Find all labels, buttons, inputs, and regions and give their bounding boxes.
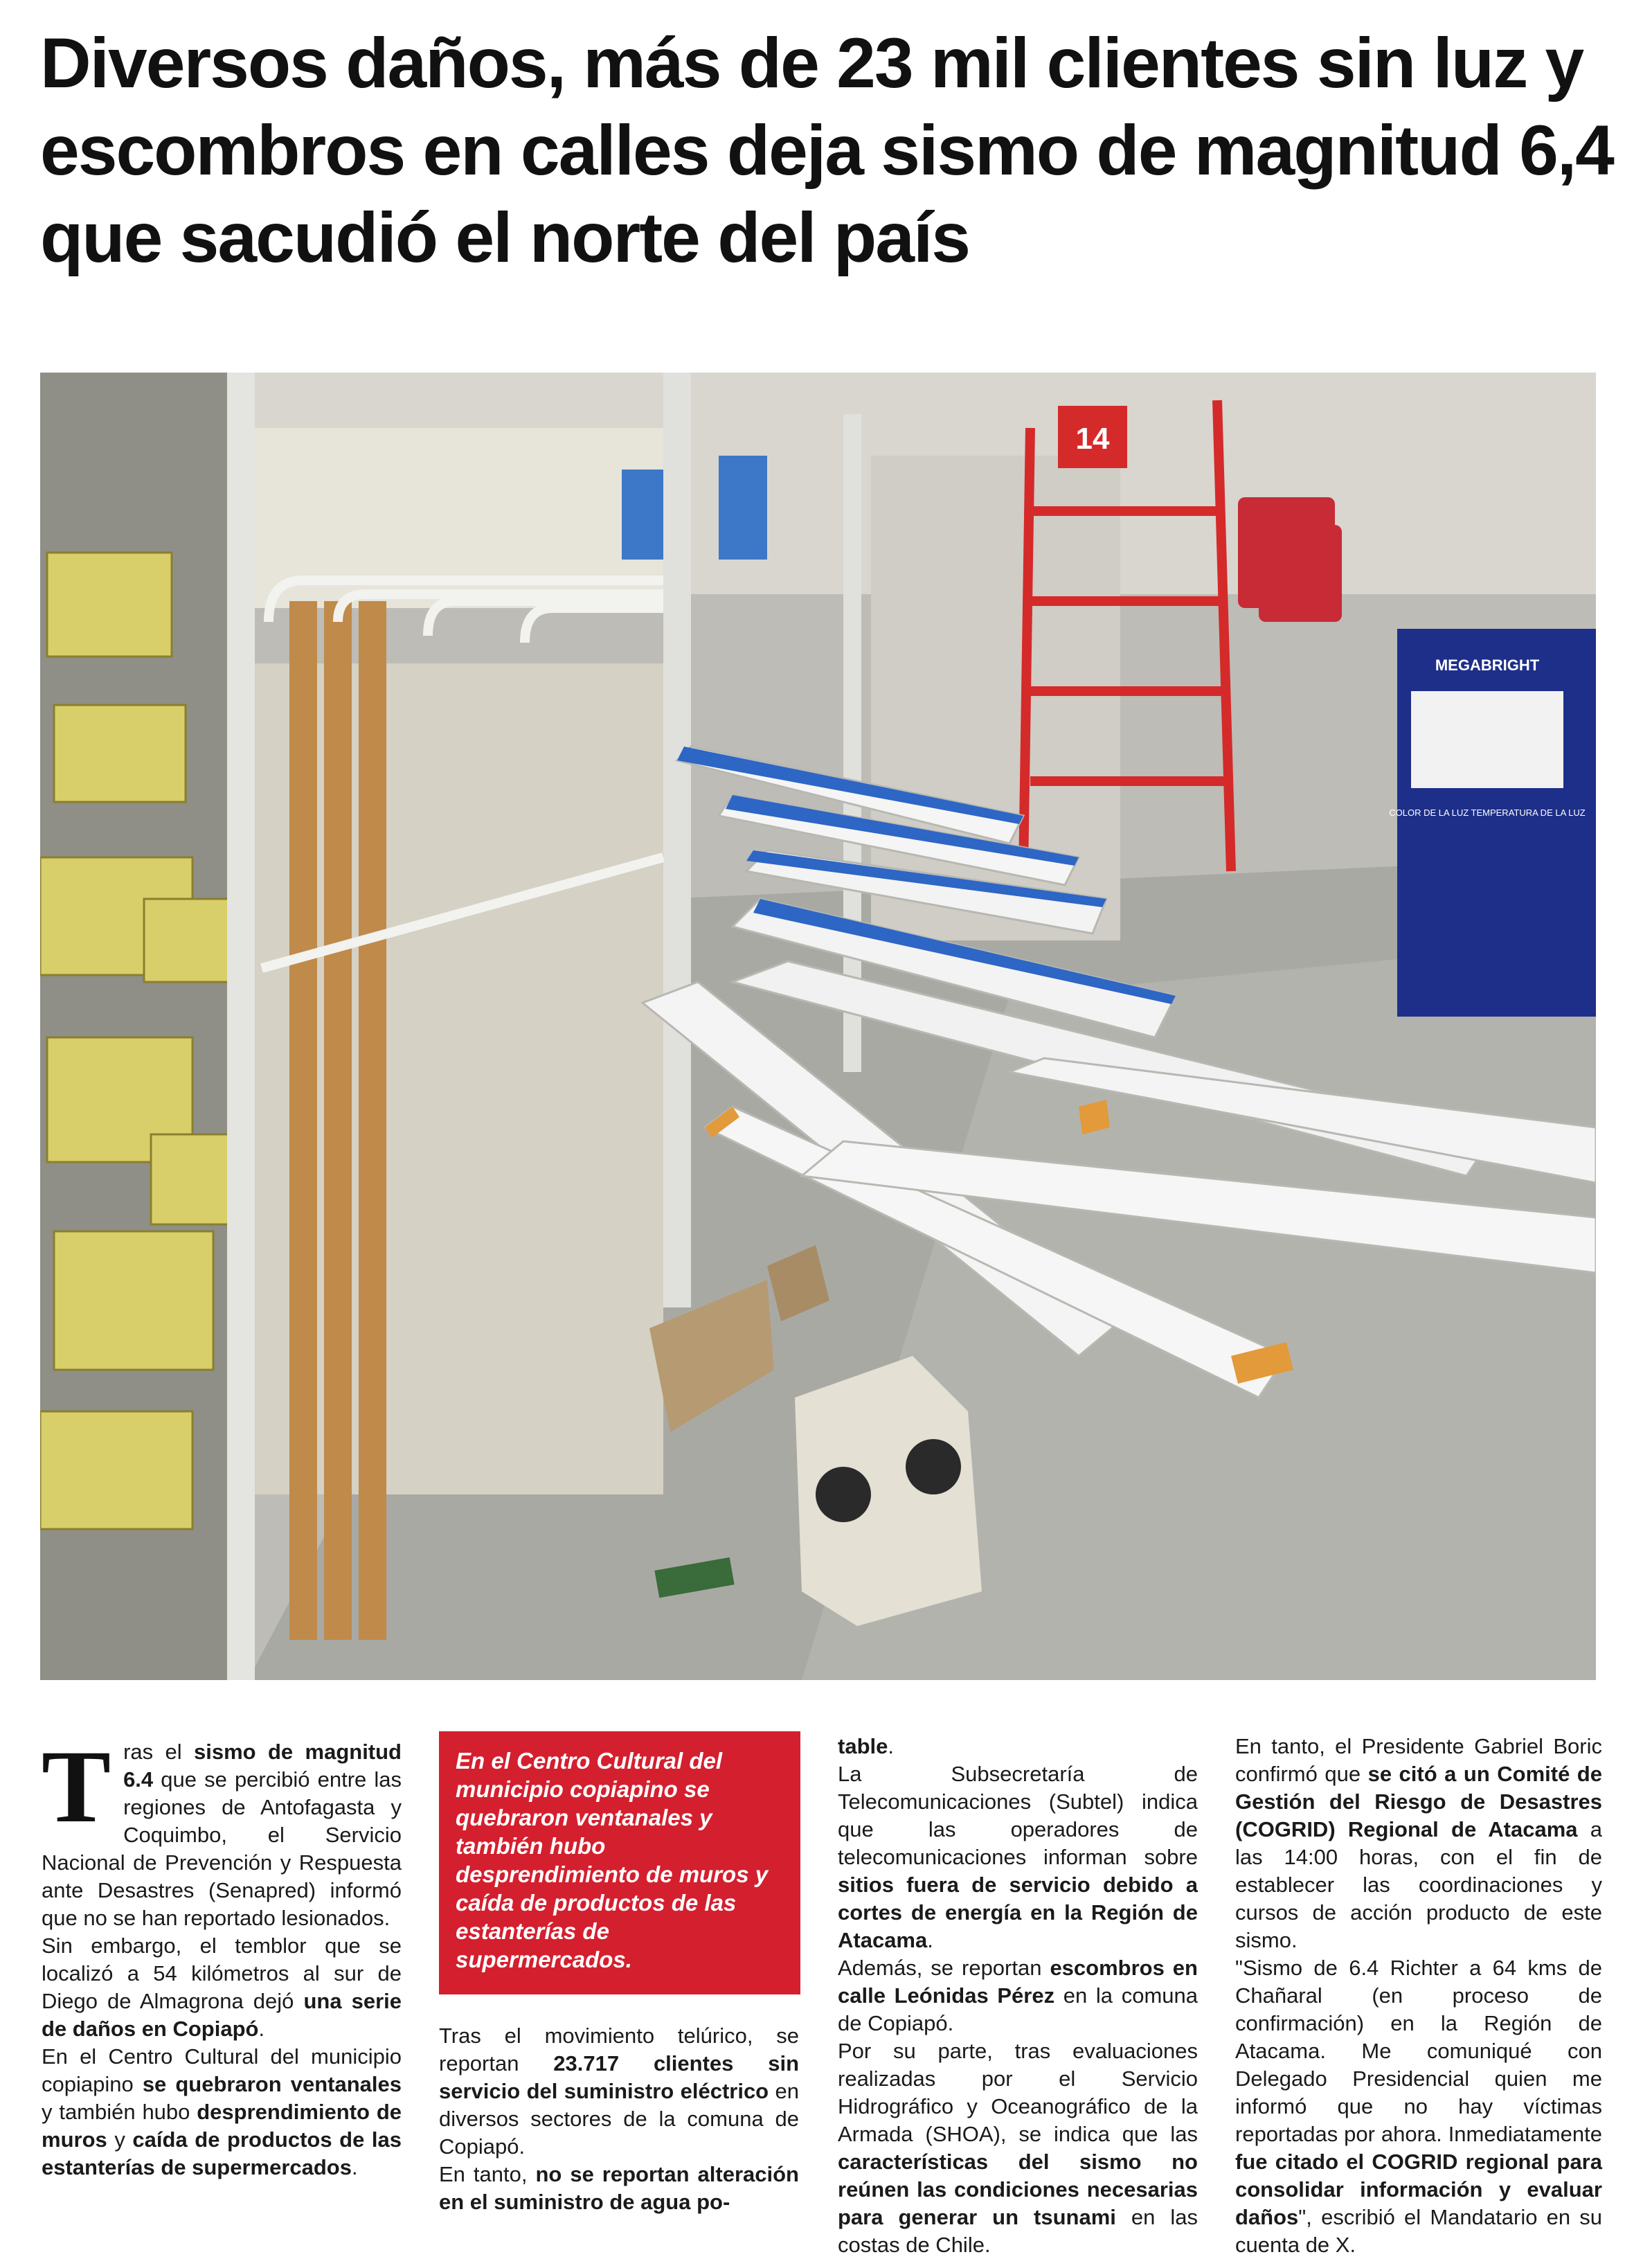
paragraph — [42, 1932, 402, 2043]
text-run: que se percibió entre las regiones de Antofagasta y Coquimbo, el Servicio Nacional de Prevención y Respuesta ante Desastres (Senapred) informó que no se han reportado lesionados. — [42, 1767, 402, 1930]
text-run: Tras el movimiento telúrico, se reportan — [439, 2024, 799, 2075]
text-run: En tanto, el Presidente Gabriel Boric confirmó que — [1235, 1734, 1602, 1786]
text-run: Además, se reportan — [838, 1956, 1050, 1980]
text-run: ras el — [123, 1740, 194, 1764]
text-run: En tanto, — [439, 2162, 536, 2186]
text-run: "Sismo de 6.4 Richter a 64 kms de Chañaral (en proceso de confirmación) en la Región de Atacama. Me comuniqué con Delegado Presidencial quien me informó que no hay víctimas reportadas por ahora. Inmediatamente — [1235, 1956, 1602, 2146]
pull-quote-box — [439, 1731, 800, 1994]
paragraph — [1235, 1954, 1602, 2259]
bold-run: una serie de daños en Copiapó — [42, 1989, 402, 2041]
paragraph — [838, 2037, 1198, 2259]
text-run: en las costas de Chile. — [838, 2205, 1198, 2257]
article-column-2 — [439, 2022, 799, 2216]
display-brand: MEGABRIGHT — [1435, 657, 1540, 674]
paragraph — [439, 2022, 799, 2161]
text-run: . — [927, 1928, 933, 1952]
bold-run: se citó a un Comité de Gestión del Riesgo de Desastres (COGRID) Regional de Atacama — [1235, 1762, 1602, 1841]
article-column-4 — [1235, 1733, 1602, 2259]
drop-cap: T — [42, 1729, 111, 1844]
display-caption: COLOR DE LA LUZ TEMPERATURA DE LA LUZ — [1389, 807, 1586, 818]
bold-run: escombros en calle Leónidas Pérez — [838, 1956, 1198, 2008]
bold-run: table — [838, 1734, 888, 1758]
bold-run: sitios fuera de servicio debido a cortes de energía en la Región de Atacama — [838, 1873, 1198, 1952]
text-run: a las 14:00 horas, con el fin de establecer las coordinaciones y cursos de acción producto de este sismo. — [1235, 1817, 1602, 1952]
store-aisle-damage-illustration — [40, 373, 1596, 1680]
bold-run: caída de productos de las estanterías de supermercados — [42, 2127, 402, 2179]
aisle-sign-number: 14 — [1075, 422, 1110, 456]
paragraph — [838, 1760, 1198, 1954]
paragraph — [838, 1954, 1198, 2037]
bold-run: se quebraron ventanales — [142, 2072, 402, 2096]
pull-quote-text: En el Centro Cultural del municipio copiapino se quebraron ventanales y también hubo desprendimiento de muros y caída de productos de las estanterías de supermercados. — [456, 1748, 769, 1972]
bold-run: no se reportan alteración en el suministro de agua po- — [439, 2162, 799, 2214]
text-run: . — [258, 2017, 265, 2041]
paragraph — [42, 2043, 402, 2181]
headline: Diversos daños, más de 23 mil clientes sin luz y escombros en calles deja sismo de magnitud 6,4 que sacudió el norte del país — [40, 24, 1613, 277]
news-photo — [40, 373, 1596, 1680]
text-run: en diversos sectores de la comuna de Copiapó. — [439, 2079, 799, 2159]
text-run: Por su parte, tras evaluaciones realizadas por el Servicio Hidrográfico y Oceanográfico de la Armada (SHOA), se indica que las — [838, 2039, 1198, 2146]
bold-run: sismo de magnitud 6.4 — [123, 1740, 402, 1792]
paragraph — [1235, 1733, 1602, 1954]
text-run: . — [352, 2155, 358, 2179]
bold-run: 23.717 clientes sin servicio del suministro eléctrico — [439, 2051, 800, 2103]
paragraph — [838, 1733, 1198, 1760]
text-run: Sin embargo, el temblor que se localizó a 54 kilómetros al sur de Diego de Almagrona dejó — [42, 1934, 402, 2013]
text-run: La Subsecretaría de Telecomunicaciones (Subtel) indica que las operadores de telecomunicaciones informan sobre — [838, 1762, 1198, 1869]
bold-run: fue citado el COGRID regional para consolidar información y evaluar daños — [1235, 2150, 1602, 2229]
bold-run: características del sismo no reúnen las condiciones necesarias para generar un tsunami — [838, 2150, 1198, 2229]
text-run: y también hubo — [42, 2100, 197, 2124]
text-run: En el Centro Cultural del municipio copiapino — [42, 2044, 402, 2096]
bold-run: desprendimiento de muros — [42, 2100, 402, 2152]
text-run: ", escribió el Mandatario en su cuenta de X. — [1235, 2205, 1602, 2257]
text-run: . — [888, 1734, 894, 1758]
text-run: y — [107, 2127, 133, 2152]
text-run: en la comuna de Copiapó. — [838, 1983, 1198, 2035]
paragraph — [439, 2161, 799, 2216]
article-column-3 — [838, 1733, 1198, 2259]
article-column-1 — [42, 1729, 402, 2181]
